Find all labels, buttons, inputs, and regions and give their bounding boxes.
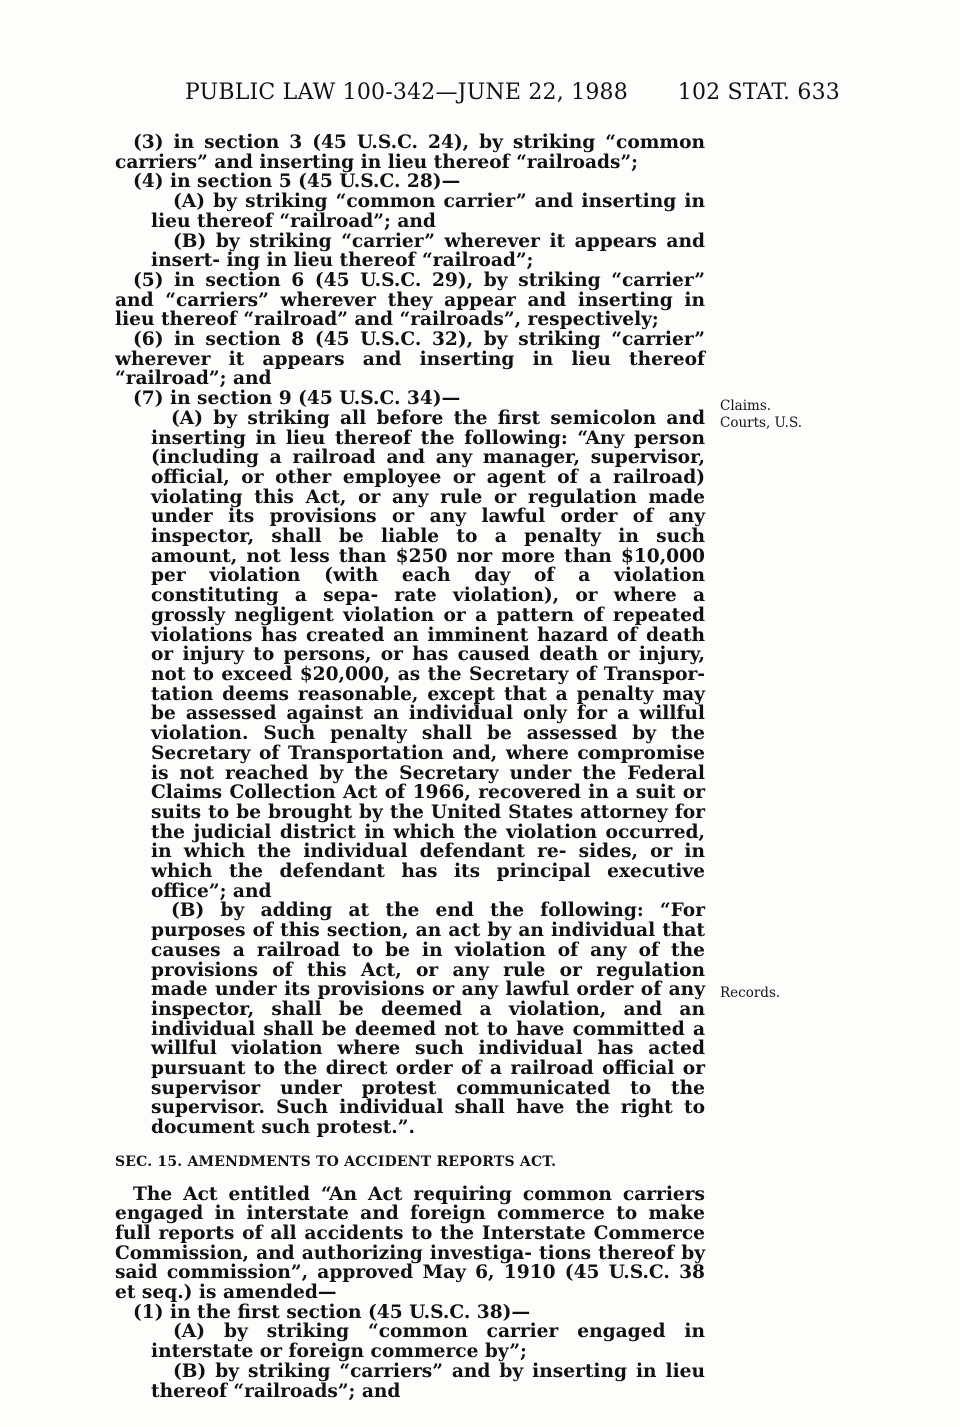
paragraph-4: (4) in section 5 (45 U.S.C. 28)— xyxy=(133,171,461,193)
paragraph-7a: (A) by striking all before the first semicolon and inserting in lieu thereof the following: “Any person (including a railroad and any manager, supervisor, official, or other employee or agent of a railroad) violating this Act, or any rule or regulation made under its provisions or any lawful order of any inspector, shall be liable to a penalty in such amount, not less than $250 nor more than $10,000 per violation (with each day of a violation constituting a sepa- rate violation), or where a grossly negligent violation or a pattern of repeated violations has created an imminent hazard of death or injury to persons, or has caused death or injury, not to exceed $20,000, as the Secretary of Transpor- tation deems reasonable, except that a penalty may be assessed against an individual only for a willful violation. Such penalty shall be assessed by the Secretary of Transportation and, where compromise is not reached by the Secretary under the Federal Claims Collection Act of 1966, recovered in a suit or suits to be brought by the United States attorney for the judicial district in which the violation occurred, in which the individual defendant re- sides, or in which the defendant has its principal executive office”; and xyxy=(151,407,705,902)
margin-note-claims-courts xyxy=(720,398,802,432)
paragraph-1a: (A) by striking “common carrier engaged in interstate or foreign commerce by”; xyxy=(151,1321,705,1363)
stat-page-number: 102 STAT. 633 xyxy=(677,80,840,105)
margin-note-courts: Courts, U.S. xyxy=(720,415,803,431)
margin-note-records: Records. xyxy=(720,985,781,1001)
paragraph-3: (3) in section 3 (45 U.S.C. 24), by striking “common carriers” and inserting in lieu thereof “railroads”; xyxy=(115,132,705,173)
paragraph-6: (6) in section 8 (45 U.S.C. 32), by striking “carrier” wherever it appears and inserting in lieu thereof “railroad”; and xyxy=(115,329,705,390)
paragraph-1b: (B) by striking “carriers” and by inserting in lieu thereof “railroads”; and xyxy=(151,1360,705,1402)
paragraph-5: (5) in section 6 (45 U.S.C. 29), by striking “carrier” and “carriers” wherever they appear and inserting in lieu thereof “railroad” and “railroads”, respectively; xyxy=(115,269,705,331)
paragraph-1: (1) in the first section (45 U.S.C. 38)— xyxy=(133,1301,531,1323)
law-title: PUBLIC LAW 100-342—JUNE 22, 1988 xyxy=(185,80,628,105)
page-header xyxy=(185,80,840,110)
paragraph-4b: (B) by striking “carrier” wherever it appears and insert- ing in lieu thereof “railroad”; xyxy=(151,230,705,272)
statute-body xyxy=(115,133,705,1401)
paragraph-4a: (A) by striking “common carrier” and inserting in lieu thereof “railroad”; and xyxy=(151,191,705,232)
paragraph-7b: (B) by adding at the end the following: “For purposes of this section, an act by an individual that causes a railroad to be in violation of any of the provisions of this Act, or any rule or regulation made under its provisions or any lawful order of any inspector, shall be deemed a violation, and an individual shall be deemed not to have committed a willful violation where such individual has acted pursuant to the direct order of a railroad official or supervisor under protest communicated to the supervisor. Such individual shall have the right to document such protest.”. xyxy=(151,900,705,1139)
margin-note-claims: Claims. xyxy=(720,398,772,414)
section-heading: SEC. 15. AMENDMENTS TO ACCIDENT REPORTS ACT. xyxy=(115,1153,557,1170)
paragraph-intro: The Act entitled “An Act requiring common carriers engaged in interstate and foreign commerce to make full reports of all accidents to the Interstate Commerce Commission, and authorizing investiga- tions thereof by said commission”, approved May 6, 1910 (45 U.S.C. 38 et seq.) is amended— xyxy=(115,1183,705,1304)
paragraph-7: (7) in section 9 (45 U.S.C. 34)— xyxy=(133,388,461,410)
